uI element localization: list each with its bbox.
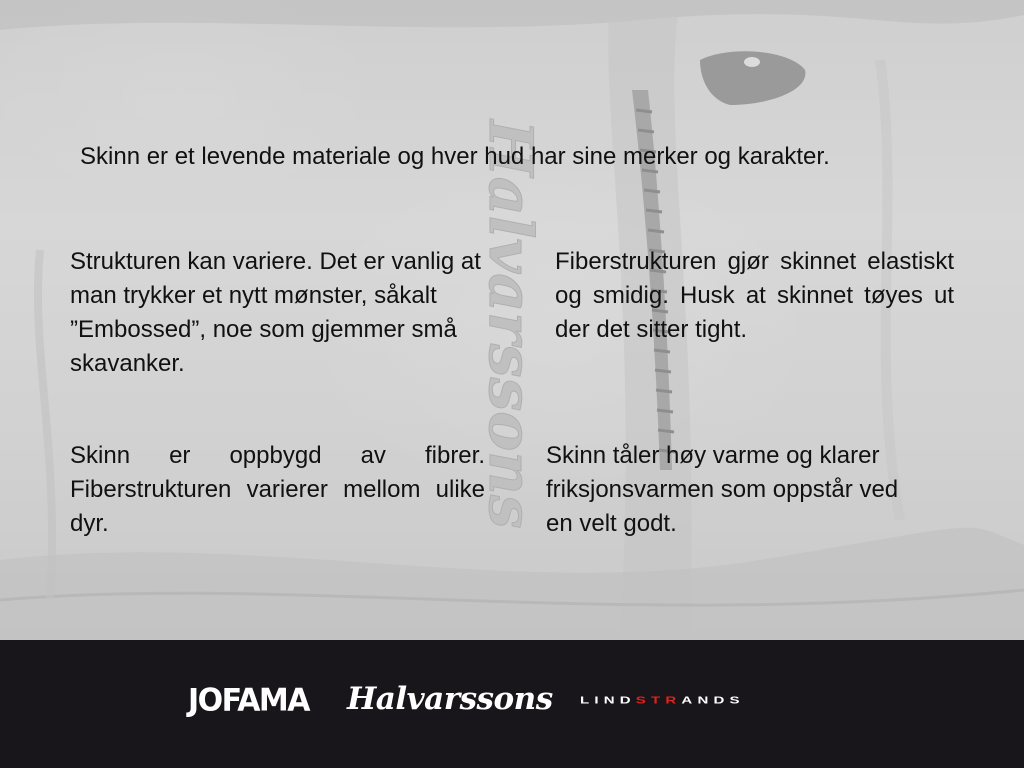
lindstrands-logo-part: ANDS <box>681 694 745 707</box>
halvarssons-logo: Halvarssons <box>347 681 553 717</box>
elastic-paragraph: Fiberstrukturen gjør skinnet elastiskt og smidig. Husk at skinnet tøyes ut der det sitter tight. <box>555 248 954 343</box>
intro-paragraph: Skinn er et levende materiale og hver hud har sine merker og karakter. <box>80 143 830 170</box>
jofama-logo: JOFAMA <box>188 682 310 719</box>
lindstrands-logo-part: LIND <box>580 694 636 707</box>
lindstrands-logo <box>580 695 745 706</box>
heat-paragraph: Skinn tåler høy varme og klarer friksjonsvarmen som oppstår ved en velt godt. <box>546 442 899 537</box>
embossed-brand-word: Halvarssons <box>475 120 545 529</box>
fibers-paragraph: Skinn er oppbygd av fibrer. Fiberstrukturen varierer mellom ulike dyr. <box>70 442 485 537</box>
lindstrands-logo-accent: STR <box>635 694 682 707</box>
embossed-paragraph: Strukturen kan variere. Det er vanlig at man trykker et nytt mønster, såkalt ”Embossed”, noe som gjemmer små skavanker. <box>70 248 481 377</box>
